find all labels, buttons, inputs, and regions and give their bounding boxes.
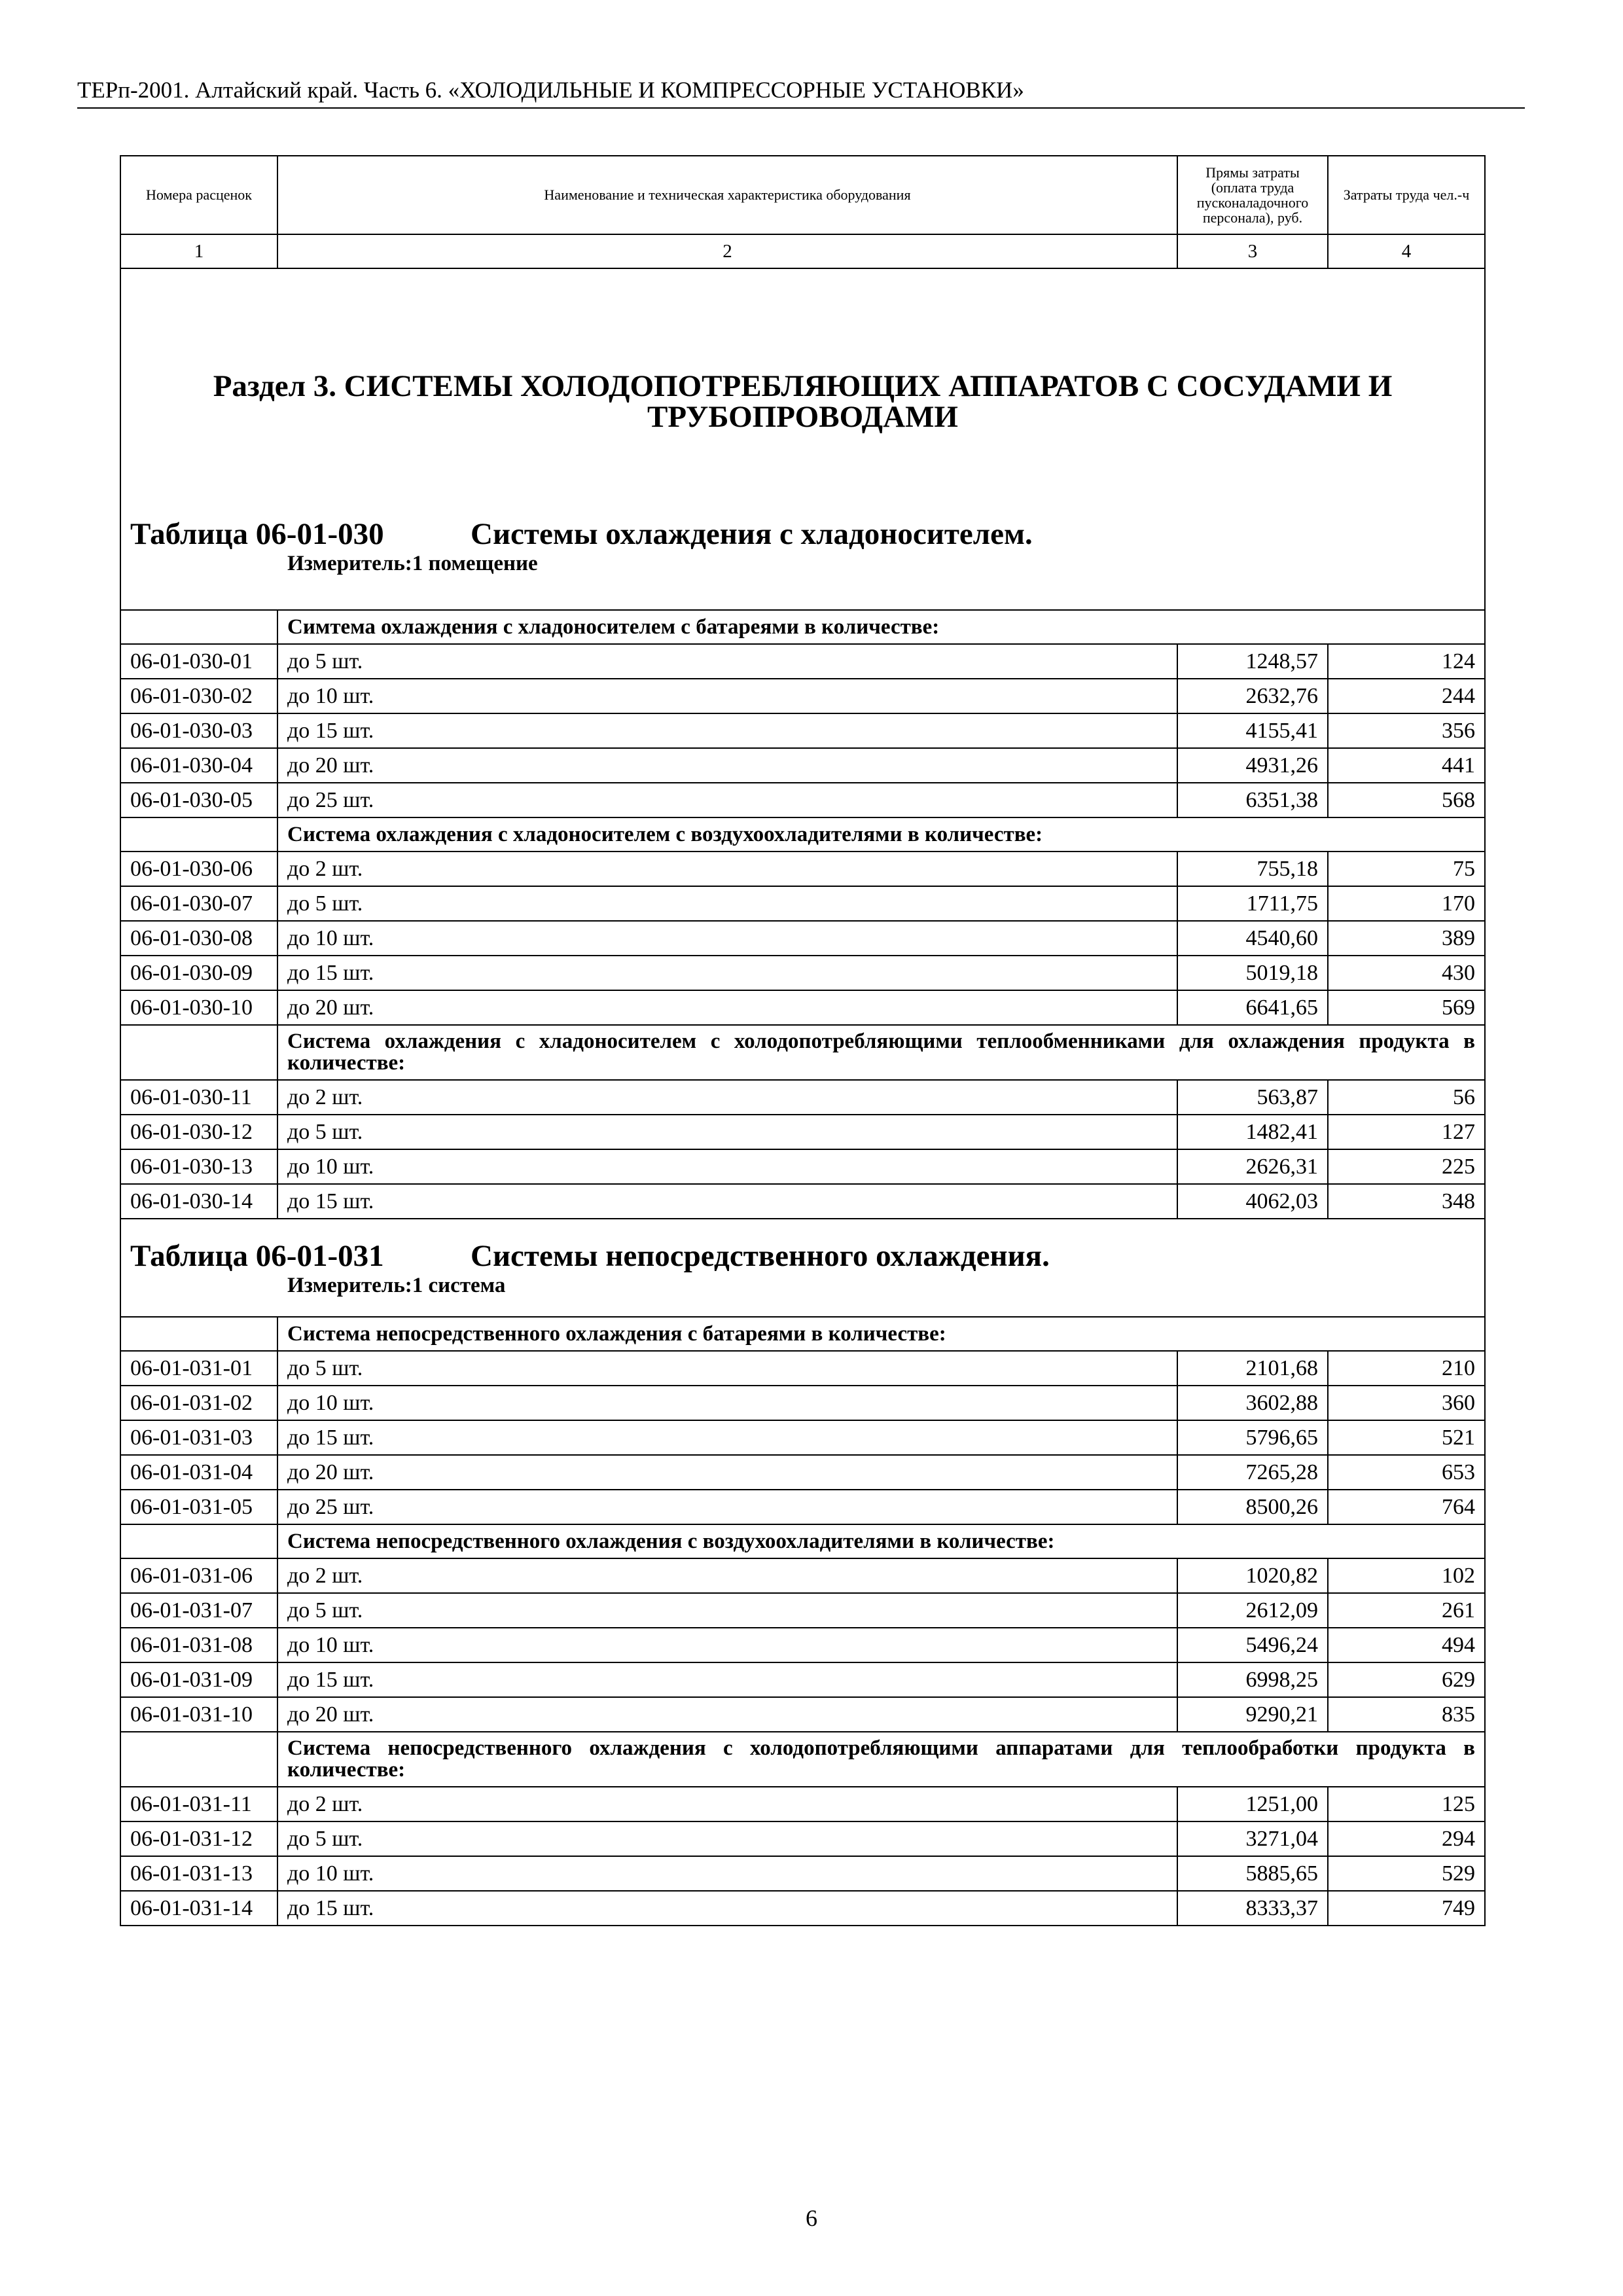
rate-code: 06-01-031-04	[120, 1455, 277, 1490]
rate-code: 06-01-030-13	[120, 1149, 277, 1184]
group-spacer	[120, 1025, 277, 1080]
rate-direct-cost: 2632,76	[1177, 679, 1328, 713]
table-meter: Измеритель:1 система	[287, 1273, 506, 1297]
column-header-direct-costs: Прямы затраты (оплата труда пусконаладочного персонала), руб.	[1177, 156, 1328, 234]
rate-labor: 764	[1328, 1490, 1485, 1524]
rate-row	[120, 1821, 1485, 1856]
rate-labor: 629	[1328, 1662, 1485, 1697]
rate-row	[120, 1386, 1485, 1420]
column-number: 4	[1328, 234, 1485, 268]
rate-row	[120, 1455, 1485, 1490]
rate-direct-cost: 8500,26	[1177, 1490, 1328, 1524]
page-header: ТЕРп-2001. Алтайский край. Часть 6. «ХОЛОДИЛЬНЫЕ И КОМПРЕССОРНЫЕ УСТАНОВКИ»	[77, 77, 1525, 109]
rate-code: 06-01-030-04	[120, 748, 277, 783]
rate-code: 06-01-031-13	[120, 1856, 277, 1891]
rate-name: до 15 шт.	[277, 713, 1177, 748]
rate-name: до 15 шт.	[277, 1662, 1177, 1697]
rate-row	[120, 921, 1485, 956]
rate-name: до 2 шт.	[277, 1787, 1177, 1821]
group-title: Система непосредственного охлаждения с холодопотребляющими аппаратами для теплообработки продукта в количестве:	[277, 1732, 1485, 1787]
rate-direct-cost: 6998,25	[1177, 1662, 1328, 1697]
rate-direct-cost: 5496,24	[1177, 1628, 1328, 1662]
rate-labor: 127	[1328, 1115, 1485, 1149]
rate-labor: 170	[1328, 886, 1485, 921]
table-heading-cell	[120, 1219, 1485, 1317]
group-row	[120, 610, 1485, 644]
rate-labor: 521	[1328, 1420, 1485, 1455]
rate-code: 06-01-030-08	[120, 921, 277, 956]
rate-code: 06-01-030-05	[120, 783, 277, 817]
section-title-row	[120, 268, 1485, 610]
rate-direct-cost: 1482,41	[1177, 1115, 1328, 1149]
group-title: Симтема охлаждения с хладоносителем с батареями в количестве:	[277, 610, 1485, 644]
table-name: Системы охлаждения с хладоносителем.	[471, 516, 1033, 551]
rate-direct-cost: 1711,75	[1177, 886, 1328, 921]
rate-row	[120, 990, 1485, 1025]
rate-direct-cost: 2626,31	[1177, 1149, 1328, 1184]
rate-row	[120, 1490, 1485, 1524]
rate-direct-cost: 563,87	[1177, 1080, 1328, 1115]
rate-row	[120, 1856, 1485, 1891]
rate-labor: 225	[1328, 1149, 1485, 1184]
rate-direct-cost: 4540,60	[1177, 921, 1328, 956]
group-title: Система непосредственного охлаждения с воздухоохладителями в количестве:	[277, 1524, 1485, 1558]
rate-code: 06-01-030-14	[120, 1184, 277, 1219]
group-spacer	[120, 1732, 277, 1787]
rate-row	[120, 1420, 1485, 1455]
column-number: 1	[120, 234, 277, 268]
rate-row	[120, 1351, 1485, 1386]
rate-code: 06-01-030-03	[120, 713, 277, 748]
rate-labor: 356	[1328, 713, 1485, 748]
rate-name: до 2 шт.	[277, 1080, 1177, 1115]
rates-table	[120, 155, 1486, 1926]
rate-code: 06-01-031-08	[120, 1628, 277, 1662]
rate-labor: 835	[1328, 1697, 1485, 1732]
table-title	[130, 516, 1475, 552]
rate-labor: 261	[1328, 1593, 1485, 1628]
rate-row	[120, 713, 1485, 748]
rate-direct-cost: 2101,68	[1177, 1351, 1328, 1386]
rate-name: до 5 шт.	[277, 644, 1177, 679]
rate-row	[120, 1662, 1485, 1697]
rate-direct-cost: 3602,88	[1177, 1386, 1328, 1420]
column-number-row	[120, 234, 1485, 268]
rate-direct-cost: 1251,00	[1177, 1787, 1328, 1821]
rate-name: до 5 шт.	[277, 1351, 1177, 1386]
rate-row	[120, 852, 1485, 886]
rate-code: 06-01-031-10	[120, 1697, 277, 1732]
group-row	[120, 1317, 1485, 1351]
group-spacer	[120, 817, 277, 852]
group-row	[120, 1524, 1485, 1558]
rate-code: 06-01-031-03	[120, 1420, 277, 1455]
rate-labor: 56	[1328, 1080, 1485, 1115]
group-row	[120, 817, 1485, 852]
table-number: Таблица 06-01-030	[130, 516, 384, 551]
rate-code: 06-01-031-02	[120, 1386, 277, 1420]
rate-name: до 2 шт.	[277, 852, 1177, 886]
rate-row	[120, 679, 1485, 713]
rate-row	[120, 1593, 1485, 1628]
section-cell	[120, 268, 1485, 610]
rate-name: до 5 шт.	[277, 1115, 1177, 1149]
rate-code: 06-01-031-11	[120, 1787, 277, 1821]
group-title: Система охлаждения с хладоносителем с воздухоохладителями в количестве:	[277, 817, 1485, 852]
rate-row	[120, 1628, 1485, 1662]
rate-code: 06-01-030-07	[120, 886, 277, 921]
rate-name: до 15 шт.	[277, 1420, 1177, 1455]
rate-code: 06-01-031-12	[120, 1821, 277, 1856]
column-header-labor: Затраты труда чел.-ч	[1328, 156, 1485, 234]
rate-labor: 75	[1328, 852, 1485, 886]
rate-direct-cost: 8333,37	[1177, 1891, 1328, 1926]
rate-labor: 348	[1328, 1184, 1485, 1219]
rate-row	[120, 1787, 1485, 1821]
group-row	[120, 1025, 1485, 1080]
column-header-name: Наименование и техническая характеристика оборудования	[277, 156, 1177, 234]
rate-name: до 20 шт.	[277, 990, 1177, 1025]
rate-labor: 124	[1328, 644, 1485, 679]
group-spacer	[120, 1524, 277, 1558]
rate-direct-cost: 5019,18	[1177, 956, 1328, 990]
rate-labor: 441	[1328, 748, 1485, 783]
rate-row	[120, 1891, 1485, 1926]
rate-row	[120, 748, 1485, 783]
section-title: Раздел 3. СИСТЕМЫ ХОЛОДОПОТРЕБЛЯЮЩИХ АППАРАТОВ С СОСУДАМИ И ТРУБОПРОВОДАМИ	[213, 368, 1393, 434]
rate-code: 06-01-031-09	[120, 1662, 277, 1697]
rate-direct-cost: 5885,65	[1177, 1856, 1328, 1891]
group-spacer	[120, 610, 277, 644]
rate-code: 06-01-030-10	[120, 990, 277, 1025]
rate-direct-cost: 4155,41	[1177, 713, 1328, 748]
rate-labor: 430	[1328, 956, 1485, 990]
rate-name: до 10 шт.	[277, 679, 1177, 713]
rate-row	[120, 1115, 1485, 1149]
rate-name: до 20 шт.	[277, 1455, 1177, 1490]
table-meter: Измеритель:1 помещение	[287, 551, 538, 575]
rate-direct-cost: 4931,26	[1177, 748, 1328, 783]
rate-labor: 569	[1328, 990, 1485, 1025]
rate-name: до 15 шт.	[277, 956, 1177, 990]
group-row	[120, 1732, 1485, 1787]
column-number: 2	[277, 234, 1177, 268]
rate-row	[120, 1149, 1485, 1184]
rate-name: до 10 шт.	[277, 921, 1177, 956]
rate-row	[120, 783, 1485, 817]
rate-name: до 20 шт.	[277, 1697, 1177, 1732]
rate-row	[120, 644, 1485, 679]
rate-labor: 294	[1328, 1821, 1485, 1856]
rate-name: до 5 шт.	[277, 1593, 1177, 1628]
rate-code: 06-01-030-12	[120, 1115, 277, 1149]
table-title	[130, 1238, 1475, 1274]
rate-direct-cost: 6641,65	[1177, 990, 1328, 1025]
rate-code: 06-01-031-05	[120, 1490, 277, 1524]
group-title: Система охлаждения с хладоносителем с холодопотребляющими теплообменниками для охлаждения продукта в количестве:	[277, 1025, 1485, 1080]
rate-name: до 10 шт.	[277, 1856, 1177, 1891]
column-number: 3	[1177, 234, 1328, 268]
rate-labor: 360	[1328, 1386, 1485, 1420]
rate-code: 06-01-030-01	[120, 644, 277, 679]
rate-name: до 20 шт.	[277, 748, 1177, 783]
group-spacer	[120, 1317, 277, 1351]
rate-row	[120, 886, 1485, 921]
rate-name: до 10 шт.	[277, 1386, 1177, 1420]
table-heading-030	[130, 516, 1475, 576]
rate-name: до 10 шт.	[277, 1628, 1177, 1662]
rate-name: до 25 шт.	[277, 1490, 1177, 1524]
column-header-codes: Номера расценок	[120, 156, 277, 234]
rate-labor: 749	[1328, 1891, 1485, 1926]
rate-direct-cost: 3271,04	[1177, 1821, 1328, 1856]
rate-direct-cost: 1248,57	[1177, 644, 1328, 679]
rate-direct-cost: 5796,65	[1177, 1420, 1328, 1455]
group-title: Система непосредственного охлаждения с батареями в количестве:	[277, 1317, 1485, 1351]
rate-code: 06-01-031-07	[120, 1593, 277, 1628]
rate-labor: 529	[1328, 1856, 1485, 1891]
rate-direct-cost: 4062,03	[1177, 1184, 1328, 1219]
table-name: Системы непосредственного охлаждения.	[471, 1238, 1050, 1273]
rate-code: 06-01-031-06	[120, 1558, 277, 1593]
rate-name: до 25 шт.	[277, 783, 1177, 817]
rate-name: до 2 шт.	[277, 1558, 1177, 1593]
rate-labor: 125	[1328, 1787, 1485, 1821]
column-header-row	[120, 156, 1485, 234]
rate-labor: 494	[1328, 1628, 1485, 1662]
rate-name: до 5 шт.	[277, 886, 1177, 921]
rate-labor: 568	[1328, 783, 1485, 817]
rate-labor: 389	[1328, 921, 1485, 956]
rate-direct-cost: 1020,82	[1177, 1558, 1328, 1593]
rate-code: 06-01-031-01	[120, 1351, 277, 1386]
table-number: Таблица 06-01-031	[130, 1238, 384, 1273]
rate-name: до 10 шт.	[277, 1149, 1177, 1184]
rate-name: до 15 шт.	[277, 1891, 1177, 1926]
rate-labor: 210	[1328, 1351, 1485, 1386]
table-heading-031	[120, 1219, 1485, 1317]
page-number: 6	[806, 2205, 817, 2231]
rate-code: 06-01-030-09	[120, 956, 277, 990]
rate-row	[120, 956, 1485, 990]
rate-labor: 102	[1328, 1558, 1485, 1593]
rate-name: до 15 шт.	[277, 1184, 1177, 1219]
rate-code: 06-01-030-11	[120, 1080, 277, 1115]
rate-direct-cost: 6351,38	[1177, 783, 1328, 817]
rate-labor: 653	[1328, 1455, 1485, 1490]
rate-name: до 5 шт.	[277, 1821, 1177, 1856]
rate-code: 06-01-030-02	[120, 679, 277, 713]
rate-labor: 244	[1328, 679, 1485, 713]
rate-code: 06-01-030-06	[120, 852, 277, 886]
rate-row	[120, 1184, 1485, 1219]
rate-code: 06-01-031-14	[120, 1891, 277, 1926]
rate-row	[120, 1558, 1485, 1593]
rate-direct-cost: 7265,28	[1177, 1455, 1328, 1490]
rate-direct-cost: 755,18	[1177, 852, 1328, 886]
rate-direct-cost: 2612,09	[1177, 1593, 1328, 1628]
rate-row	[120, 1080, 1485, 1115]
rate-row	[120, 1697, 1485, 1732]
rate-direct-cost: 9290,21	[1177, 1697, 1328, 1732]
